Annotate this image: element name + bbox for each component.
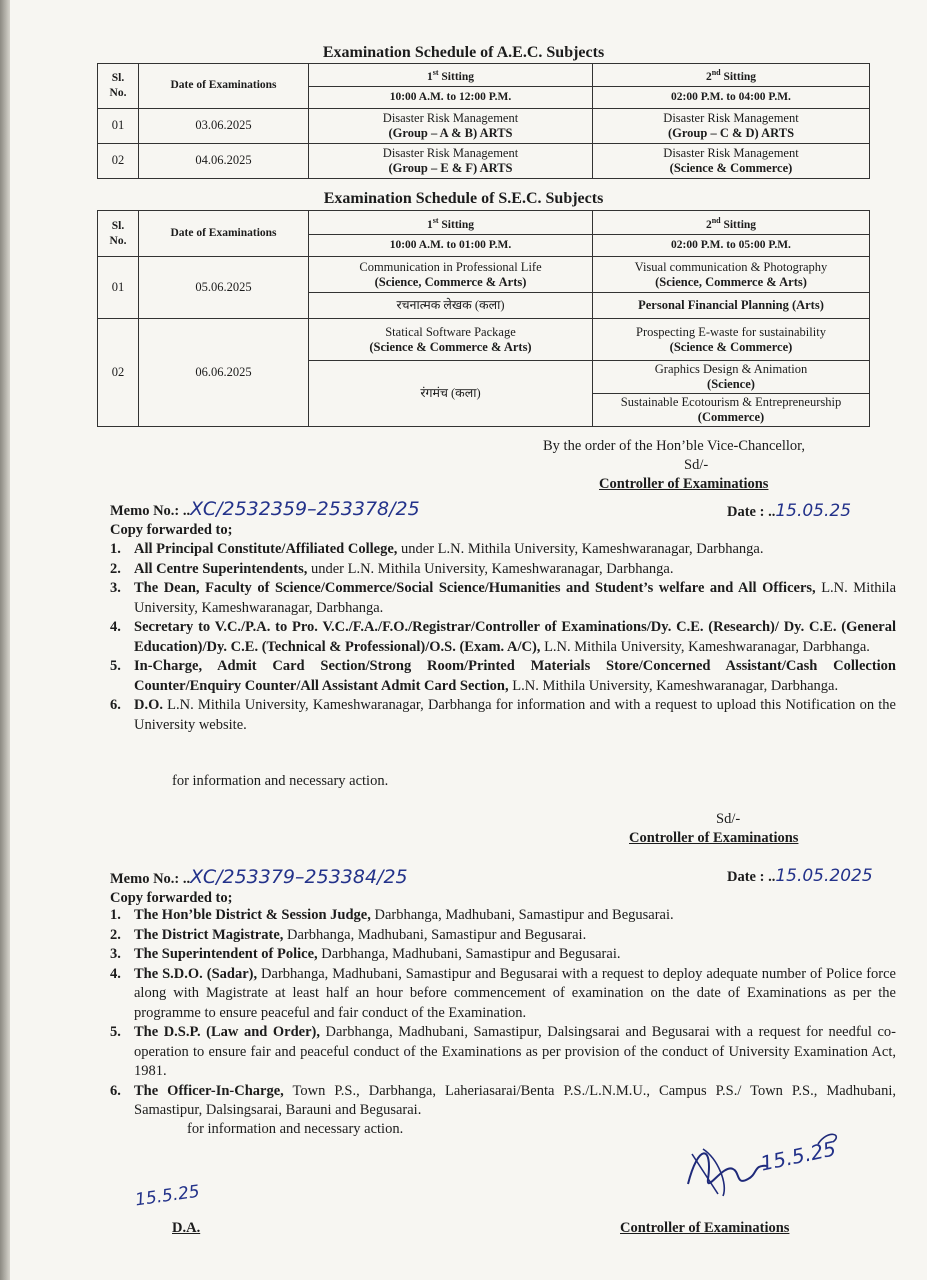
signature [678, 1124, 848, 1214]
memo2-date: Date : ..15.05.2025 [727, 866, 873, 886]
sec-row1-sitting1-a: Communication in Professional Life (Science, Commerce & Arts) [309, 257, 593, 293]
sec-row1-sitting2-a: Visual communication & Photography (Science, Commerce & Arts) [593, 257, 870, 293]
aec-row2-sitting2: Disaster Risk Management (Science & Commerce) [593, 143, 870, 178]
list-item: 2. All Centre Superintendents, under L.N. Mithila University, Kameshwaranagar, Darbhanga. [110, 560, 674, 577]
list-item: 5. The D.S.P. (Law and Order), Darbhanga, Madhubani, Samastipur, Dalsingsarai and Begusarai with a request for needful co-operation to ensure fair and peaceful conduct of the Examinations as per provision of the conduct of University Examination Act, 1981. [110, 1024, 896, 1079]
order-sd: Sd/- [684, 457, 709, 473]
memo2-controller: Controller of Examinations [620, 1220, 790, 1236]
aec-row2-sl: 02 [98, 143, 139, 178]
da-initials: 15.5.25 [133, 1181, 201, 1211]
sec-header-sitting2: 2nd Sitting [593, 211, 870, 235]
aec-header-sitting1: 1st Sitting [309, 64, 593, 87]
sec-row2-sl: 02 [98, 319, 139, 427]
list-item: 4. Secretary to V.C./P.A. to Pro. V.C./F.A./F.O./Registrar/Controller of Examinations/Dy. C.E. (Research)/ Dy. C.E. (General Education)/Dy. C.E. (Technical & Professional)/O.S. (Exam. A/C), L.N. Mithila University, Kameshwaranagar, Darbhanga. [110, 619, 896, 655]
memo2-label: Memo No.: ..XC/253379–253384/25 [110, 866, 408, 888]
memo1-date-value: 15.05.25 [775, 501, 852, 521]
sec-row2-sitting1-a: Statical Software Package (Science & Commerce & Arts) [309, 319, 593, 361]
da-label: D.A. [172, 1220, 201, 1236]
table-row [98, 143, 870, 178]
list-item: 4. The S.D.O. (Sadar), Darbhanga, Madhubani, Samastipur and Begusarai with a request to deploy adequate number of Police force along with Magistrate at least half an hour before commencement of examination on the date of Examinations as per the programme to ensure peaceful and fair conduct of the Examination. [110, 965, 896, 1021]
by-order-text: By the order of the Hon’ble Vice-Chancellor, [543, 438, 806, 454]
sec-row2-sitting2-c: Graphics Design & Animation (Science) [593, 361, 870, 394]
sec-title: Examination Schedule of S.E.C. Subjects [323, 190, 604, 207]
memo2-number: XC/253379–253384/25 [190, 866, 408, 888]
memo2-closing: for information and necessary action. [187, 1121, 404, 1137]
signature-date: 15.5.25 [758, 1136, 839, 1176]
list-item: 1. All Principal Constitute/Affiliated College, under L.N. Mithila University, Kameshwaranagar, Darbhanga. [110, 541, 764, 557]
aec-header-sl: Sl. No. [98, 64, 139, 109]
sec-row1-sl: 01 [98, 257, 139, 319]
aec-header-sitting2: 2nd Sitting [593, 64, 870, 87]
aec-row1-sitting2: Disaster Risk Management (Group – C & D) ARTS [593, 108, 870, 143]
aec-row2-date: 04.06.2025 [139, 143, 309, 178]
memo1-list [110, 540, 896, 735]
table-row [98, 108, 870, 143]
sec-row2-sitting2-a: Prospecting E-waste for sustainability (Science & Commerce) [593, 319, 870, 361]
aec-row2-sitting1: Disaster Risk Management (Group – E & F) ARTS [309, 143, 593, 178]
sec-header-sl: Sl. No. [98, 211, 139, 257]
list-item: 2. The District Magistrate, Darbhanga, Madhubani, Samastipur and Begusarai. [110, 926, 587, 943]
memo1-closing: for information and necessary action. [172, 773, 389, 789]
sec-table [97, 210, 870, 427]
aec-header-time1: 10:00 A.M. to 12:00 P.M. [309, 86, 593, 108]
list-item: 5. In-Charge, Admit Card Section/Strong Room/Printed Materials Store/Concerned Assistant/Cash Collection Counter/Enquiry Counter/All Assistant Admit Card Section, L.N. Mithila University, Kameshwaranagar, Darbhanga. [110, 658, 896, 694]
memo2-list [110, 906, 896, 1121]
aec-table [97, 63, 870, 179]
aec-row1-sl: 01 [98, 108, 139, 143]
aec-row1-date: 03.06.2025 [139, 108, 309, 143]
order-controller: Controller of Examinations [599, 476, 769, 492]
sec-row1-sitting2-b: Personal Financial Planning (Arts) [593, 293, 870, 319]
sec-row2-date: 06.06.2025 [139, 319, 309, 427]
memo1-date: Date : ..15.05.25 [727, 501, 852, 521]
sec-row2-sitting1-b: रंगमंच (कला) [309, 361, 593, 427]
list-item: 3. The Superintendent of Police, Darbhanga, Madhubani, Samastipur and Begusarai. [110, 946, 621, 962]
sec-row2-sitting2-d: Sustainable Ecotourism & Entrepreneurship (Commerce) [593, 394, 870, 427]
memo1-number: XC/2532359–253378/25 [190, 498, 420, 520]
sec-header-date: Date of Examinations [139, 211, 309, 257]
aec-row1-sitting1: Disaster Risk Management (Group – A & B) ARTS [309, 108, 593, 143]
memo1-label: Memo No.: ..XC/2532359–253378/25 [110, 498, 420, 520]
aec-title: Examination Schedule of A.E.C. Subjects [322, 44, 605, 61]
memo1-controller: Controller of Examinations [629, 830, 799, 846]
aec-header-time2: 02:00 P.M. to 04:00 P.M. [593, 86, 870, 108]
memo1-sd: Sd/- [716, 811, 741, 827]
list-item: 3. The Dean, Faculty of Science/Commerce/Social Science/Humanities and Student’s welfare and All Officers, L.N. Mithila University, Kameshwaranagar, Darbhanga. [110, 580, 896, 616]
sec-header-time2: 02:00 P.M. to 05:00 P.M. [593, 235, 870, 257]
sec-row1-sitting1-b: रचनात्मक लेखक (कला) [309, 293, 593, 319]
aec-header-date: Date of Examinations [139, 64, 309, 109]
table-row [98, 257, 870, 293]
list-item: 6. D.O. L.N. Mithila University, Kameshwaranagar, Darbhanga for information and with a request to upload this Notification on the University website. [110, 697, 896, 733]
sec-header-sitting1: 1st Sitting [309, 211, 593, 235]
memo1-copy-forwarded: Copy forwarded to; [110, 522, 233, 538]
sec-row1-date: 05.06.2025 [139, 257, 309, 319]
table-row [98, 319, 870, 361]
memo2-date-value: 15.05.2025 [775, 866, 873, 886]
sec-header-time1: 10:00 A.M. to 01:00 P.M. [309, 235, 593, 257]
list-item: 6. The Officer-In-Charge, Town P.S., Darbhanga, Laheriasarai/Benta P.S./L.N.M.U., Campus P.S./ Town P.S., Madhubani, Samastipur, Dalsingsarai, Barauni and Begusarai. [110, 1082, 896, 1118]
list-item: 1. The Hon’ble District & Session Judge, Darbhanga, Madhubani, Samastipur and Begusarai. [110, 907, 674, 923]
memo2-copy-forwarded: Copy forwarded to; [110, 890, 233, 906]
